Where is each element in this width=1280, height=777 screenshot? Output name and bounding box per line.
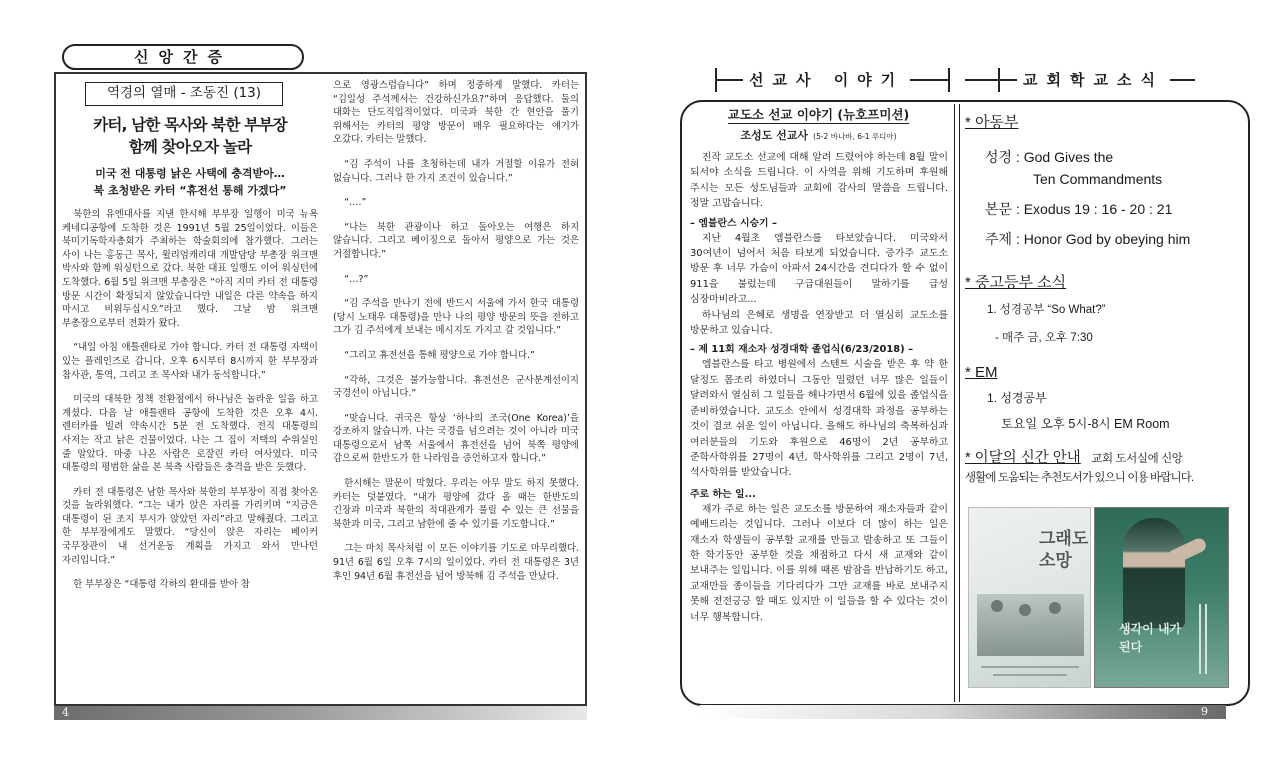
ambulance-paragraph: 하나님의 은혜로 생명을 연장받고 더 열심히 교도소를 방문하고 있습니다. xyxy=(690,309,948,337)
left-page-footer-bar xyxy=(54,706,587,720)
column-divider xyxy=(954,104,960,702)
book-cover-1-figure-head xyxy=(1019,604,1031,616)
kids-theme-label: 주제 : xyxy=(985,231,1020,247)
mission-title xyxy=(690,106,947,124)
kids-heading-text: * 아동부 xyxy=(965,114,1019,131)
book-cover-1-figure-head xyxy=(1049,602,1061,614)
subhead-line-2: 북 초청받은 카터 “휴전선 통해 가겠다” xyxy=(93,184,287,197)
mission-body xyxy=(690,150,948,629)
kids-bible-title-2: Ten Commandments xyxy=(1033,171,1163,187)
column-2-paragraph: “맞습니다. 귀국은 항상 ‘하나의 조국(One Korea)’을 강조하지 않습니까. 나는 국경을 넘으려는 것이 아니라 미국 대통령으로서 남쪽 서울에서 휴전선을 넘어 북쪽 평양에 감으로써 한반도가 한 나라임을 증언하고자 합니다.” xyxy=(333,412,579,465)
school-header-title: 교회학교소식 xyxy=(1017,66,1170,94)
ambulance-paragraph: 지난 4월초 엠블란스를 타보았습니다. 미국와서 30여년이 넘어서 처음 타보게 되었습니다. 증가주 교도소 방문 후 너무 가슴이 아파서 24시간을 견디다가 할 수 없이 911을 불렀는데 구급대원들이 말하기를 급성 심장마비라고... xyxy=(690,232,948,306)
em-heading-text: * EM xyxy=(965,364,998,381)
column-1-paragraph: 한 부부장은 “대통령 각하의 환대를 받아 참 xyxy=(73,579,250,591)
kids-bible-label: 성경 : xyxy=(985,149,1020,165)
book-cover-1-footer-rule xyxy=(981,666,1079,668)
book-heading-row xyxy=(965,448,1245,469)
book-cover-1 xyxy=(968,507,1091,688)
book-cover-1-footer-rule xyxy=(993,674,1067,676)
book-cover-2-title: 생각이 내가 된다 xyxy=(1119,622,1182,654)
column-2-paragraph: 으로 영광스럽습니다” 하며 정중하게 말했다. 카터는 “김일성 주석께서는 건강하신가요?”하며 응답했다. 둘의 대화는 단도직입적이었다. 미국과 북한 간 현안을 풀기 위해서는 카터의 평양 방문이 매우 필요하다는 얘기가 오갔다. 카터는 말했다. xyxy=(333,80,579,146)
mission-intro-paragraph: 진작 교도소 선교에 대해 알려 드렸어야 하는데 8월 말이 되서야 소식을 드립니다. 이 사역을 위해 기도하며 후원해 주시는 모든 성도님들과 교회에 감사의 말씀을 드립니다. 정말 고맙습니다. xyxy=(690,152,948,210)
headline-line-1: 카터, 남한 목사와 북한 부부장 xyxy=(93,116,287,134)
book-cover-1-title: 그래도 소망 xyxy=(1039,529,1089,571)
youth-heading-text: * 중고등부 소식 xyxy=(965,274,1067,291)
youth-heading xyxy=(965,270,1245,296)
mission-title-text: 교도소 선교 이야기 (뉴호프미션) xyxy=(727,107,910,122)
series-title-box xyxy=(85,82,283,106)
subhead-line-1: 미국 전 대통령 낡은 사택에 충격받아… xyxy=(95,167,285,180)
kids-text-value: Exodus 19 : 16 - 20 : 21 xyxy=(1023,201,1173,217)
column-1-paragraph: 북한의 유엔대사를 지낸 한시해 부부장 일행이 미국 뉴욕 케네디공항에 도착한 것은 1991년 5월 25일이었다. 이들은 북미기독학자총회가 주최하는 학술회의에 참가했다. 그러는 사이 나는 홍동근 목사, 윌리엄캐리대 개발담당 부총장 위크맨 박사와 함께 워싱턴으로 갔다. 북한 대표 일행도 이어 워싱턴에 도착했다. 6월 5일 위크맨 부총장은 “아직 지미 카터 전 대통령 방문 시간이 확정되지 않았습니다만 내일은 다른 약속을 하지 마시고 비워두십시오”라고 했다. 그날 밤 위크맨 부총장으로부터 전화가 왔다. xyxy=(62,209,318,329)
column-2-paragraph: “나는 북한 관광이나 하고 돌아오는 여행은 하지 않습니다. 그리고 베이징으로 돌아서 평양으로 가는 것은 거절합니다.” xyxy=(333,221,579,260)
book-note-2: 생활에 도움되는 추천도서가 있으니 이용 바랍니다. xyxy=(965,472,1194,484)
header-tick xyxy=(948,68,950,92)
column-1-paragraph: “내일 아침 애틀랜타로 가야 합니다. 카터 전 대통령 자택이 있는 플레인즈로 갑니다. 오후 6시부터 8시까지 한 부부장과 참사관, 통역, 그리고 조 목사와 내가 동석합니다.” xyxy=(62,342,318,381)
book-heading: * 이달의 신간 안내 xyxy=(965,450,1081,466)
youth-item-2: - 매주 금, 오후 7:30 xyxy=(995,332,1093,344)
graduation-paragraph: 엠블란스를 타고 병원에서 스텐트 시술을 받은 후 약 한 달정도 몸조리 하였더니 그동안 밀렸던 너무 많은 일들이 달려와서 열심히 그 일들을 해나가면서 6월에 있을 졸업식을 준비하였습니다. 교도소 안에서 성경대학 과정을 공부하는 것이 결코 쉬운 일이 아닙니다. 올해도 하나님의 축복하심과 여러분들의 기도와 후원으로 46명이 2년 공부하고 준학사학위를 27명이 4년, 학사학위를 그리고 2명이 7년, 석사학위를 받았습니다. xyxy=(690,359,948,479)
header-tick xyxy=(998,68,1000,92)
article-subhead xyxy=(62,165,318,199)
mission-author: 조성도 선교사 xyxy=(740,129,809,142)
school-header xyxy=(965,66,1195,94)
book-note-1: 교회 도서실에 신앙 xyxy=(1091,453,1183,465)
mission-header-title: 선교사 이야기 xyxy=(743,66,910,94)
ambulance-section-heading: – 엠블란스 시승기 – xyxy=(690,217,777,229)
book-cover-2-photo xyxy=(1123,518,1185,628)
column-2-paragraph: “….” xyxy=(344,197,367,209)
column-2-paragraph: “김 주석을 만나기 전에 반드시 서울에 가서 한국 대통령(당시 노태우 대통령)을 만나 나의 평양 방문의 뜻을 전하고 그가 김 주석에게 보내는 메시지도 가지고 갈 것입니다.” xyxy=(333,298,579,337)
kids-heading xyxy=(965,110,1245,136)
column-2-paragraph: “…?” xyxy=(344,273,369,285)
banner-title: 신앙간증 xyxy=(134,48,232,66)
kids-text-row xyxy=(965,196,1245,222)
graduation-section-heading: – 제 11회 재소자 성경대학 졸업식(6/23/2018) – xyxy=(690,344,914,356)
faith-testimony-banner xyxy=(62,44,304,70)
article-headline xyxy=(62,114,318,158)
series-title: 역경의 열매 - 조동진 (13) xyxy=(106,85,262,101)
book-cover-2 xyxy=(1094,507,1229,688)
book-cover-1-figure-head xyxy=(991,600,1003,612)
kids-text-label: 본문 : xyxy=(985,201,1020,217)
right-page-number: 9 xyxy=(1201,705,1208,718)
book-cover-2-spine-rule xyxy=(1205,604,1207,674)
column-1-paragraph: 카터 전 대통령은 남한 목사와 북한의 부부장이 직접 찾아온 것을 놀라워했다. “그는 내가 앉은 자리를 가리키며 “지금은 대통령이 된 조지 부시가 앉았던 자리”라고 말해줬다. 그리고 한 부부장에게도 말했다. “당신이 앉은 자리는 베이커 국무장관이 내 선거운동 계획을 가지고 와서 만나던 자리입니다.” xyxy=(62,486,318,566)
book-cover-2-spine-rule xyxy=(1199,604,1201,674)
school-news xyxy=(965,110,1245,487)
headline-line-2: 함께 찾아오자 놀라 xyxy=(128,138,252,156)
mission-header xyxy=(715,66,950,94)
column-2-paragraph: 한시해는 말문이 막혔다. 우리는 아무 말도 하지 못했다. 카터는 덧붙였다. “내가 평양에 갔다 올 때는 한반도의 긴장과 미국과 북한의 적대관계가 풀릴 수 있는 큰 선물을 북한과 미국, 그리고 남한에 줄 수 있기를 기도합니다.” xyxy=(333,478,579,530)
column-1-paragraph: 미국의 대북한 정책 전환점에서 하나님은 놀라운 일을 하고 계셨다. 다음 날 애틀랜타 공항에 도착한 것은 오후 4시. 렌터카를 빌려 약속시간 5분 전 도착했다. 전직 대통령의 사저는 작고 낡은 건물이었다. 나는 그 집이 저택의 수위실인 줄 알았다. 마중 나온 사람은 로잘린 카터 여사였다. 미국 대통령의 평범한 삶을 본 북측 사람들은 충격을 받은 듯했다. xyxy=(62,394,318,474)
work-section-heading: 주로 하는 일... xyxy=(690,488,756,500)
column-2-paragraph: “그리고 휴전선을 통해 평양으로 가야 합니다.” xyxy=(344,349,535,361)
left-page-number: 4 xyxy=(62,706,69,719)
youth-item-1: 1. 성경공부 “So What?” xyxy=(987,304,1106,316)
right-page-footer-bar xyxy=(700,705,1226,719)
column-2-paragraph: “김 주석이 나를 초청하는데 내가 거절할 이유가 전혀 없습니다. 그러나 한 가지 조건이 있습니다.” xyxy=(333,158,579,184)
em-item-1: 1. 성경공부 xyxy=(987,391,1047,405)
kids-theme-row xyxy=(965,226,1245,252)
article-column-2 xyxy=(333,79,579,594)
mission-author-note: (5-2 바나바, 6-1 루디아) xyxy=(813,132,897,141)
article-column-1 xyxy=(62,208,318,603)
kids-bible-title-1: God Gives the xyxy=(1023,149,1114,165)
column-2-paragraph: “각하, 그것은 불가능합니다. 휴전선은 군사분계선이지 국경선이 아닙니다.” xyxy=(333,374,579,400)
column-2-paragraph: 그는 마치 목사처럼 이 모든 이야기를 기도로 마무리했다. 91년 6월 6일 오후 7시의 일이었다. 카터 전 대통령은 3년 후인 94년 6월 휴전선을 넘어 방북해 김 주석을 만났다. xyxy=(333,543,579,582)
kids-theme-value: Honor God by obeying him xyxy=(1023,231,1191,247)
em-heading xyxy=(965,360,1245,386)
work-paragraph: 제가 주로 하는 일은 교도소를 방문하여 재소자들과 같이 예배드리는 것입니다. 그러나 이보다 더 많이 하는 일은 재소자 학생들이 공부할 교재를 만들고 발송하고 또 그들이 한 학기동안 공부한 것을 채점하고 다시 새 교재와 같이 보내주는 일입니다. 이를 위해 때론 밤잠을 반납하기도 하고, 교재만들 종이들을 기다리다가 그만 교재를 바로 보내주지 못해 전전긍긍 할 때도 있지만 이 일들을 할 수 있다는 것이 너무 행복합니다. xyxy=(690,503,948,623)
mission-byline xyxy=(690,126,947,145)
em-item-2: 토요일 오후 5시-8시 EM Room xyxy=(1001,417,1170,431)
header-tick xyxy=(715,68,717,92)
